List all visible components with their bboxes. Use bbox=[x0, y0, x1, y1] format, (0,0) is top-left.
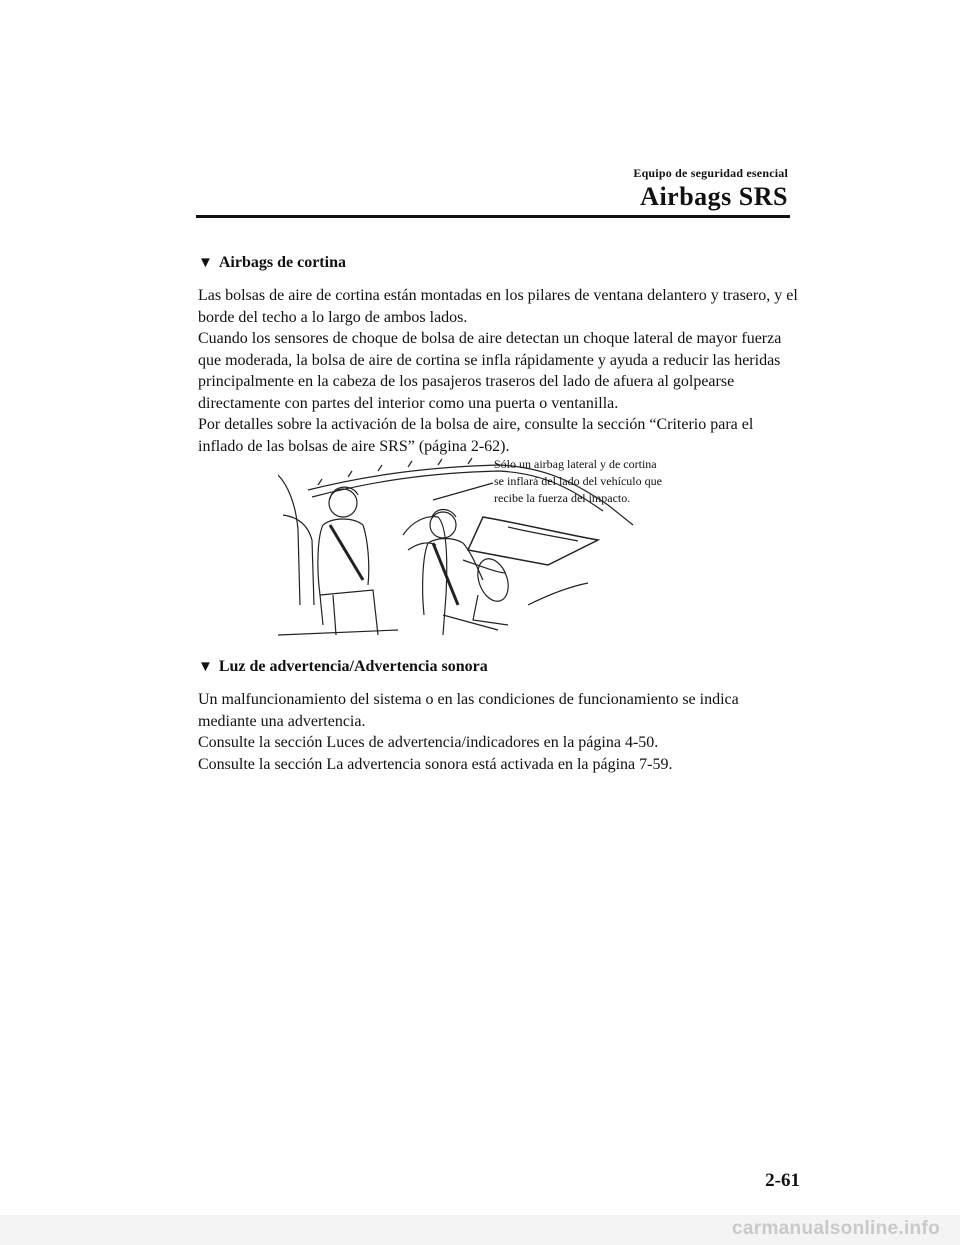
paragraph: Un malfuncionamiento del sistema o en las condiciones de funcionamiento se indica mediante una advertencia. bbox=[198, 691, 739, 730]
section-body-curtain-airbags bbox=[198, 285, 798, 457]
footer-bar bbox=[0, 1215, 960, 1245]
heading-text: Airbags de cortina bbox=[218, 254, 346, 271]
paragraph: Por detalles sobre la activación de la bolsa de aire, consulte la sección “Criterio para el inflado de las bolsas de aire SRS” (página 2-62). bbox=[198, 416, 754, 455]
page-number: 2-61 bbox=[765, 1170, 800, 1191]
triangle-marker-icon: ▼ bbox=[198, 255, 213, 271]
section-title: Airbags SRS bbox=[640, 182, 788, 211]
paragraph: Consulte la sección La advertencia sonora está activada en la página 7-59. bbox=[198, 755, 673, 773]
paragraph: Las bolsas de aire de cortina están montadas en los pilares de ventana delantero y trasero, y el borde del techo a lo largo de ambos lados. bbox=[198, 287, 798, 326]
caption-line: Sólo un airbag lateral y de cortina bbox=[494, 457, 657, 471]
watermark-text: carmanualsonline.info bbox=[732, 1218, 940, 1239]
section-heading-curtain-airbags bbox=[198, 254, 346, 272]
illustration-caption bbox=[494, 456, 724, 507]
section-body-warning-light bbox=[198, 689, 798, 775]
header-divider bbox=[196, 215, 790, 218]
caption-line: recibe la fuerza del impacto. bbox=[494, 491, 631, 505]
triangle-marker-icon: ▼ bbox=[198, 659, 213, 675]
heading-text: Luz de advertencia/Advertencia sonora bbox=[218, 658, 488, 675]
paragraph: Consulte la sección Luces de advertencia/indicadores en la página 4-50. bbox=[198, 734, 659, 751]
chapter-title: Equipo de seguridad esencial bbox=[633, 166, 788, 180]
caption-line: se inflará del lado del vehículo que bbox=[494, 474, 662, 488]
paragraph: Cuando los sensores de choque de bolsa de aire detectan un choque lateral de mayor fuerza que moderada, la bolsa de aire de cortina se infla rápidamente y ayuda a reducir las heridas principalmente en la cabeza de los pasajeros traseros del lado de afuera al golpearse directamente con partes del interior como una puerta o ventanilla. bbox=[198, 330, 782, 412]
section-heading-warning-light bbox=[198, 658, 488, 676]
